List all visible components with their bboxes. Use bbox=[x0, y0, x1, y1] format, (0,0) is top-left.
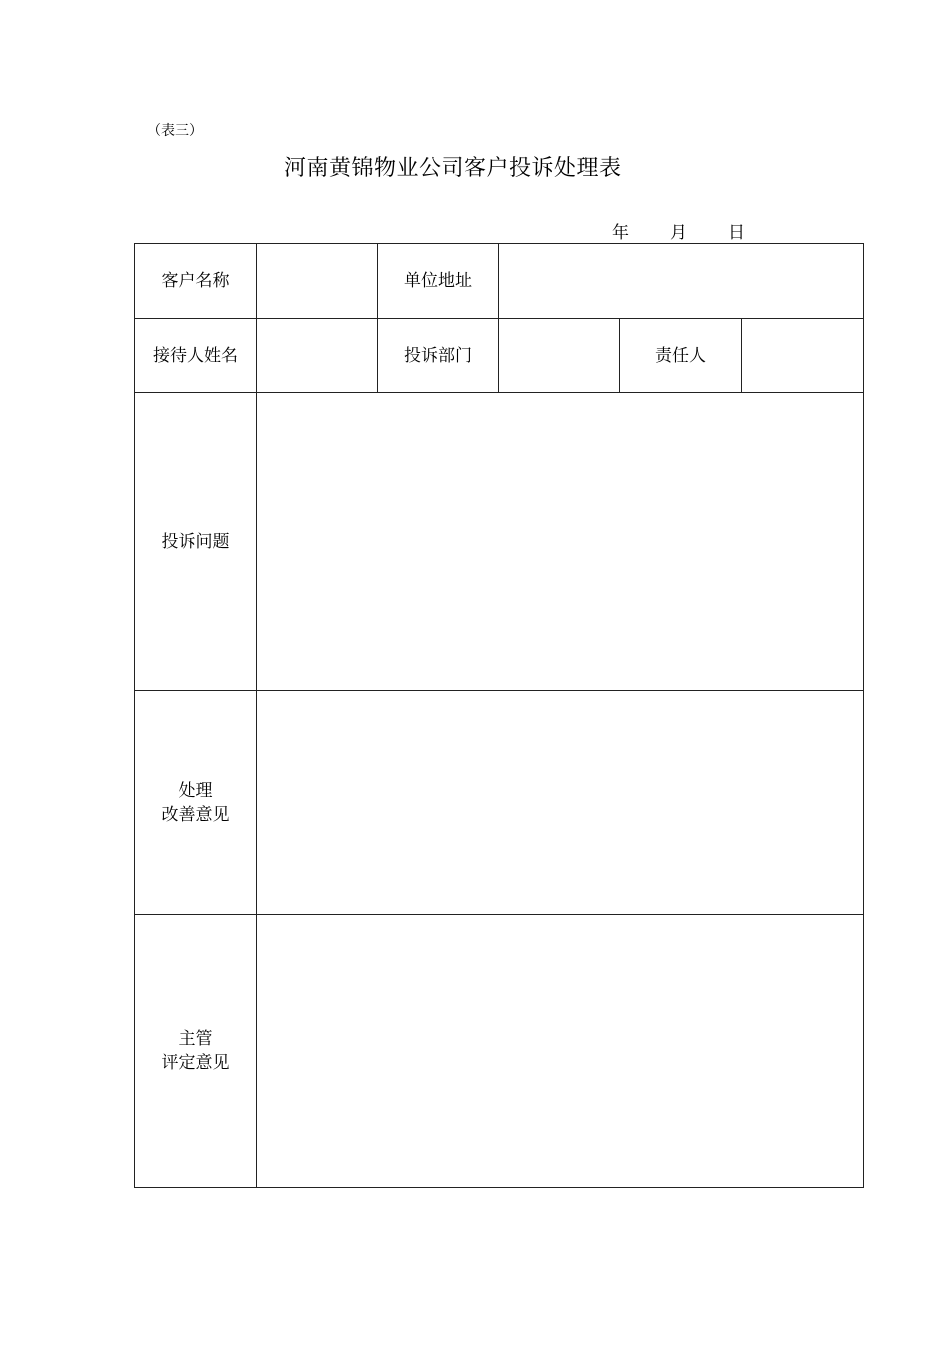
customer-name-label: 客户名称 bbox=[135, 244, 257, 319]
supervisor-evaluation-field[interactable] bbox=[257, 915, 864, 1188]
receiver-name-label: 接待人姓名 bbox=[135, 319, 257, 393]
complaint-department-label: 投诉部门 bbox=[378, 319, 499, 393]
handling-improvement-label bbox=[135, 691, 257, 915]
table-reference: （表三） bbox=[147, 123, 203, 139]
responsible-person-label: 责任人 bbox=[620, 319, 742, 393]
supervisor-label-line2: 评定意见 bbox=[161, 1053, 230, 1073]
complaint-department-field[interactable] bbox=[499, 319, 620, 393]
handling-label-line2: 改善意见 bbox=[161, 804, 230, 825]
date-month-label: 月 bbox=[670, 223, 687, 243]
customer-name-field[interactable] bbox=[257, 244, 378, 319]
handling-label-line1: 处理 bbox=[178, 780, 213, 801]
complaint-form-table bbox=[134, 243, 864, 1188]
complaint-issue-label: 投诉问题 bbox=[135, 393, 257, 691]
date-year-label: 年 bbox=[612, 223, 629, 243]
complaint-issue-field[interactable] bbox=[257, 393, 864, 691]
receiver-name-field[interactable] bbox=[257, 319, 378, 393]
unit-address-field[interactable] bbox=[499, 244, 864, 319]
supervisor-label-line1: 主管 bbox=[178, 1029, 213, 1049]
date-day-label: 日 bbox=[728, 223, 745, 243]
page-title: 河南黄锦物业公司客户投诉处理表 bbox=[284, 156, 622, 181]
handling-improvement-field[interactable] bbox=[257, 691, 864, 915]
responsible-person-field[interactable] bbox=[742, 319, 864, 393]
supervisor-evaluation-label bbox=[135, 915, 257, 1188]
unit-address-label: 单位地址 bbox=[378, 244, 499, 319]
